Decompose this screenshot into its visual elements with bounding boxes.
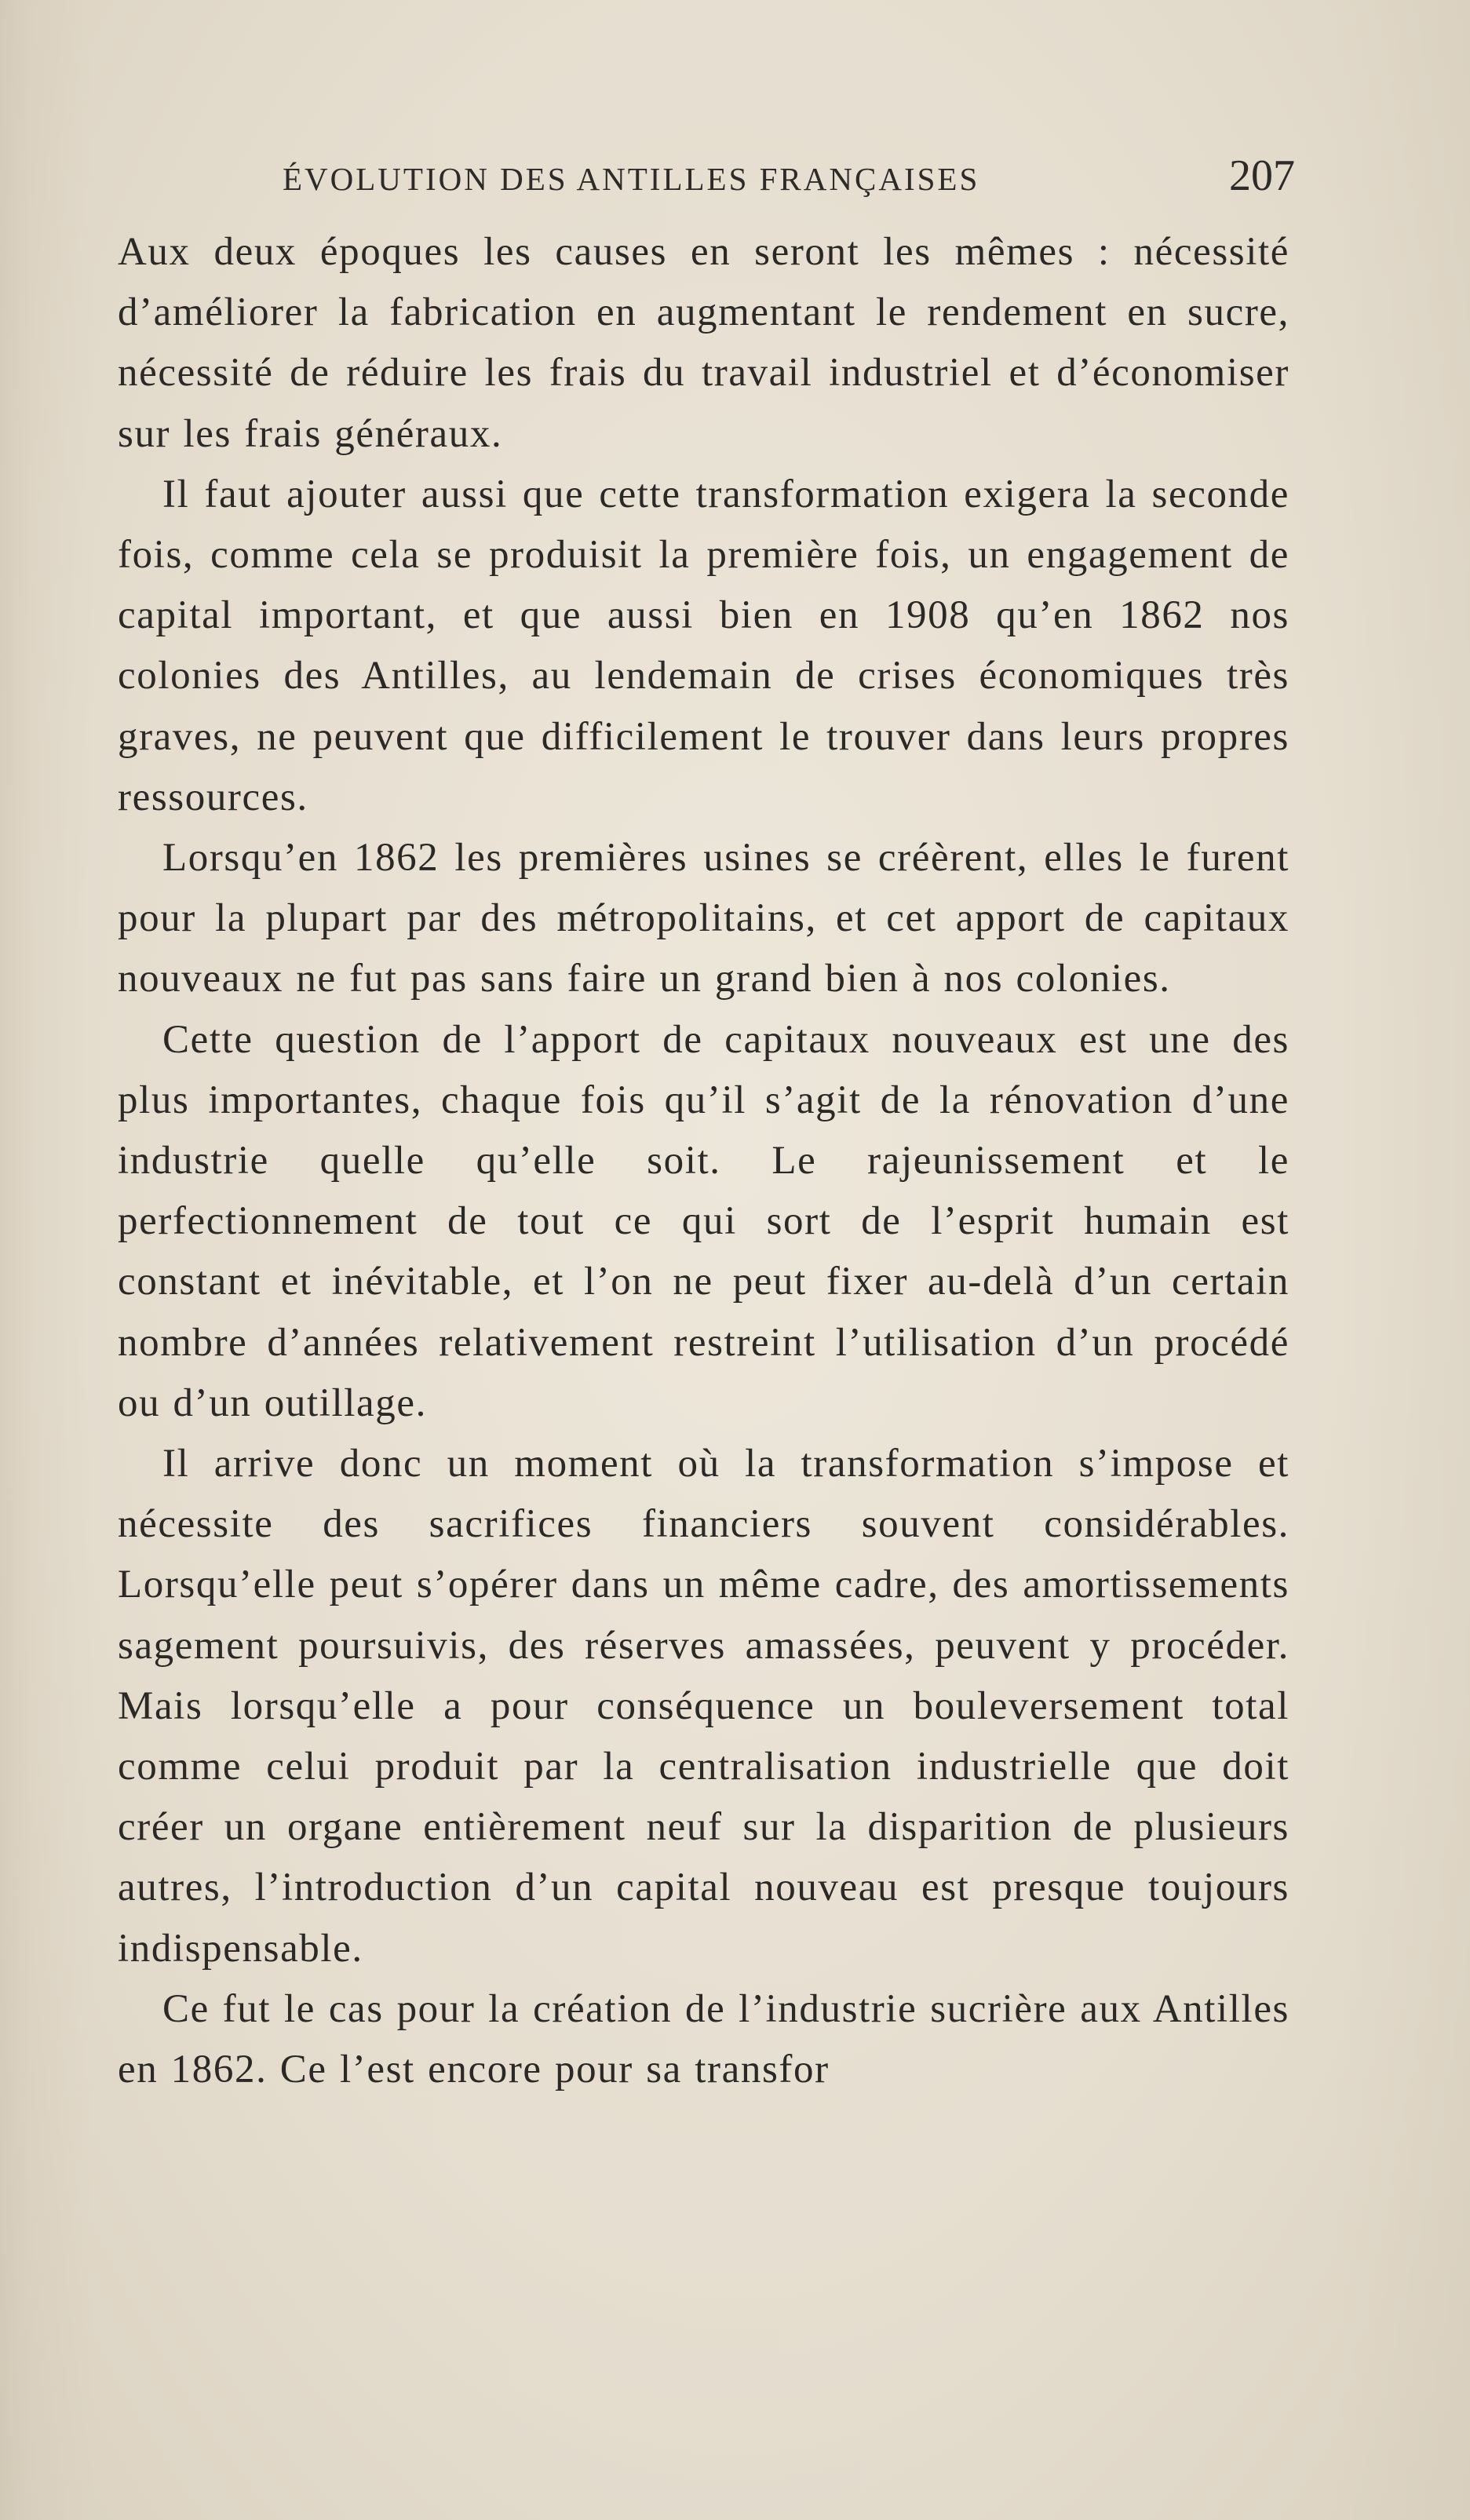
paragraph: Cette question de l’apport de capitaux nouveaux est une des plus importantes, chaque fois qu’il s’agit de la rénovation d’une industrie quelle qu’elle soit. Le rajeunissement et le perfectionnement de tout ce qui sort de l’esprit humain est constant et inévitable, et l’on ne peut fixer au-delà d’un certain nombre d’années relativement restreint l’utilisation d’un procédé ou d’un outillage. <box>118 1017 1289 1425</box>
paragraph: Aux deux époques les causes en seront les mêmes : nécessité d’améliorer la fabrication en augmentant le rendement en sucre, nécessité de réduire les frais du travail industriel et d’économiser sur les frais généraux. <box>118 230 1289 456</box>
page-number: 207 <box>1229 151 1295 200</box>
running-title: ÉVOLUTION DES ANTILLES FRANÇAISES <box>283 161 980 197</box>
paragraph: Il arrive donc un moment où la transformation s’impose et nécessite des sacrifices financiers souvent considérables. Lorsqu’elle peut s’opérer dans un même cadre, des amortissements sagement poursuivis, des réserves amassées, peuvent y procéder. Mais lorsqu’elle a pour conséquence un bouleversement total comme celui produit par la centralisation industrielle que doit créer un organe entièrement neuf sur la disparition de plusieurs autres, l’introduction d’un capital nouveau est presque toujours indispensable. <box>118 1442 1289 1971</box>
paragraph: Il faut ajouter aussi que cette transformation exigera la seconde fois, comme cela se produisit la première fois, un engagement de capital important, et que aussi bien en 1908 qu’en 1862 nos colonies des Antilles, au lendemain de crises économiques très graves, ne peuvent que difficilement le trouver dans leurs propres ressources. <box>118 472 1289 819</box>
body-text <box>118 222 1289 2100</box>
paragraph: Ce fut le cas pour la création de l’industrie sucrière aux Antilles en 1862. Ce l’est encore pour sa transfor <box>118 1986 1289 2092</box>
paragraph: Lorsqu’en 1862 les premières usines se créèrent, elles le furent pour la plupart par des métropolitains, et cet apport de capitaux nouveaux ne fut pas sans faire un grand bien à nos colonies. <box>118 836 1289 1001</box>
page-header <box>118 151 1295 206</box>
